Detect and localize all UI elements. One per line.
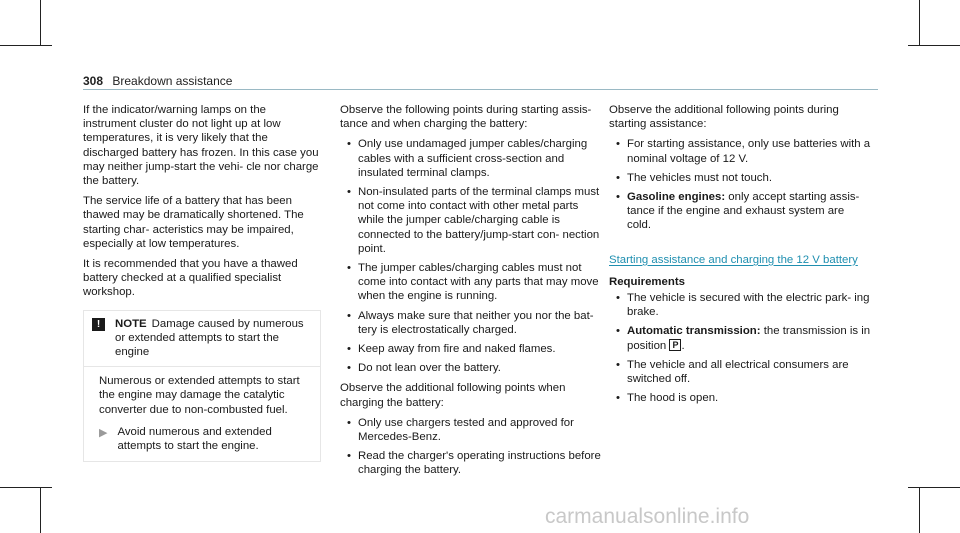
crop-mark xyxy=(908,487,960,488)
watermark: carmanualsonline.info xyxy=(545,505,750,528)
list-item: • The hood is open. xyxy=(609,391,871,405)
list-item: • The vehicles must not touch. xyxy=(609,171,871,185)
column-2 xyxy=(340,103,602,484)
paragraph: Observe the additional following points when charging the battery: xyxy=(340,382,566,409)
note-box xyxy=(83,310,321,463)
section-heading: Starting assistance and charging the 12 V battery xyxy=(609,253,858,266)
note-action xyxy=(99,425,312,453)
section-title: Breakdown assistance xyxy=(112,74,233,88)
list-item xyxy=(609,190,871,233)
list-item: • Only use undamaged jumper cables/charging cables with a sufficient cross-section and insulated terminal clamps. xyxy=(340,137,602,180)
list-item: • Keep away from fire and naked flames. xyxy=(340,342,602,356)
list-item: • Non-insulated parts of the terminal clamps must not come into contact with other metal parts while the jumper cable/charging cable is connected to the battery/jump-start con- nection point. xyxy=(340,185,602,256)
list-item: • The jumper cables/charging cables must not come into contact with any parts that may move when the engine is running. xyxy=(340,261,602,304)
list-item: • The vehicle and all electrical consumers are switched off. xyxy=(609,358,871,386)
automatic-label: Automatic transmission: xyxy=(627,325,761,338)
paragraph: Observe the following points during starting assis- tance and when charging the battery: xyxy=(340,104,592,131)
gasoline-text: only accept starting assis- tance if the engine and exhaust system are cold. xyxy=(627,191,860,232)
crop-mark xyxy=(908,45,960,46)
bullet-list xyxy=(609,137,871,232)
automatic-text: the transmission is in position xyxy=(627,325,871,352)
crop-mark xyxy=(0,487,52,488)
crop-mark xyxy=(919,487,920,533)
warning-icon: ! xyxy=(92,318,105,331)
note-title: NOTE xyxy=(115,317,147,330)
paragraph: The service life of a battery that has been thawed may be dramatically shortened. The starting char- acteristics may be impaired, especially at low temperatures. xyxy=(83,195,304,250)
page-number: 308 xyxy=(83,74,104,88)
note-action-text: Avoid numerous and extended attempts to start the engine. xyxy=(117,425,272,453)
list-item: • Automatic transmission: the transmission is in position P . xyxy=(609,324,871,352)
note-heading xyxy=(115,317,312,360)
bullet-list xyxy=(340,137,602,375)
note-header xyxy=(84,311,320,368)
paragraph: If the indicator/warning lamps on the instrument cluster do not light up at low temperatures, it is very likely that the discharged battery has frozen. In this case you may neither jump-start the vehi- cle nor charge the battery. xyxy=(83,104,319,188)
crop-mark xyxy=(40,487,41,533)
requirements-list xyxy=(609,291,871,405)
paragraph: Observe the additional following points during starting assistance: xyxy=(609,104,839,131)
note-text: Numerous or extended attempts to start the engine may damage the catalytic converter due to non-combusted fuel. xyxy=(99,375,300,416)
list-item: • Read the charger's operating instructions before charging the battery. xyxy=(340,449,602,477)
crop-mark xyxy=(0,45,52,46)
crop-mark xyxy=(40,0,41,46)
crop-mark xyxy=(919,0,920,46)
gasoline-label: Gasoline engines: xyxy=(627,191,726,204)
list-item: • Do not lean over the battery. xyxy=(340,361,602,375)
note-body xyxy=(84,367,320,461)
list-item: • For starting assistance, only use batteries with a nominal voltage of 12 V. xyxy=(609,137,871,165)
column-3 xyxy=(609,103,871,411)
list-item: • Only use chargers tested and approved for Mercedes-Benz. xyxy=(340,416,602,444)
park-position-icon: P xyxy=(669,339,681,351)
requirements-heading: Requirements xyxy=(609,275,685,288)
list-item: • Always make sure that neither you nor the bat- tery is electrostatically charged. xyxy=(340,309,602,337)
header-rule xyxy=(83,89,878,90)
column-1 xyxy=(83,103,321,462)
page-header xyxy=(83,74,232,88)
note-heading-text: Damage caused by numerous or extended attempts to start the engine xyxy=(115,317,304,359)
list-item: • The vehicle is secured with the electric park- ing brake. xyxy=(609,291,871,319)
action-arrow-icon: ▶ xyxy=(99,426,108,439)
bullet-list xyxy=(340,416,602,478)
paragraph: It is recommended that you have a thawed battery checked at a qualified specialist workshop. xyxy=(83,258,298,299)
